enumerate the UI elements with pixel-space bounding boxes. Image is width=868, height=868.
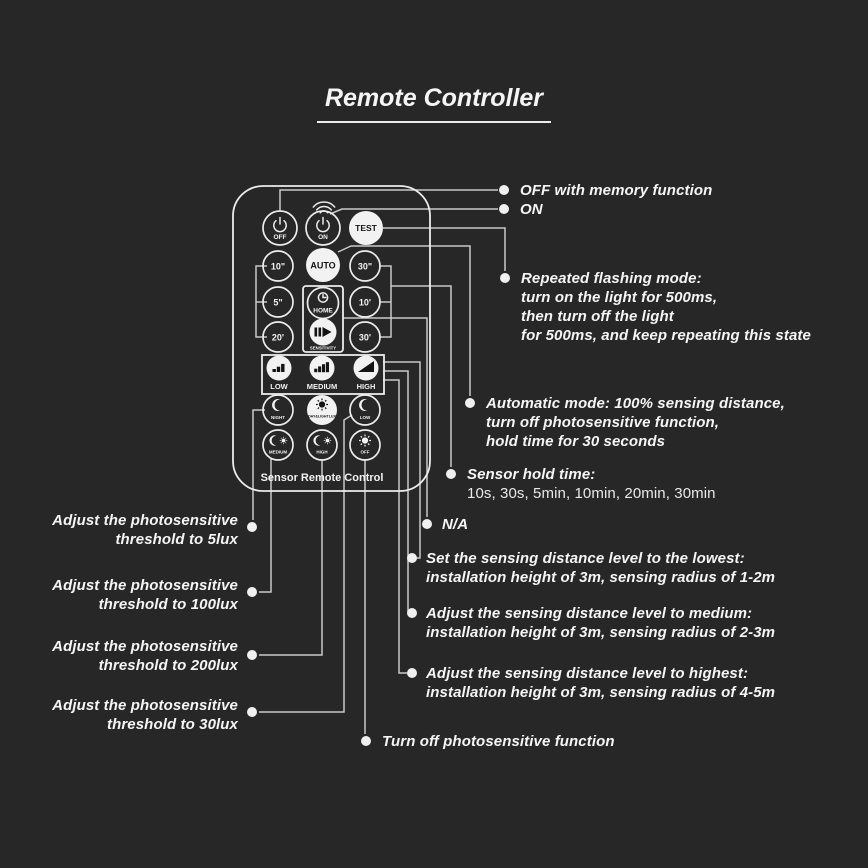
lux-low-label: LOW: [359, 415, 371, 420]
auto-button-label: AUTO: [310, 260, 336, 271]
timer-20min-label: 20': [271, 332, 285, 343]
timer-10min-label: 10': [358, 297, 372, 308]
timer-30s-label: 30": [357, 261, 373, 272]
timer-10s-label: 10": [270, 261, 286, 272]
bullet: [247, 650, 257, 660]
line-night-5lux: [253, 410, 265, 520]
line-high-200lux: [259, 459, 322, 655]
sensitivity-button-label: SENSITIVITY: [309, 345, 337, 351]
sun-icon: [359, 435, 371, 447]
timer-30min-button: [350, 322, 380, 352]
lux-daylight-button: [307, 395, 337, 425]
annotation-flashing-mode: Repeated flashing mode: turn on the light for 500ms, then turn off the light for 500ms, and keep repeating this state: [521, 270, 811, 344]
line-dist-low: [383, 362, 420, 558]
annotation-on: ON: [520, 201, 543, 218]
distance-low-button: [267, 356, 292, 392]
bullet: [247, 522, 257, 532]
timer-10min-button: [350, 287, 380, 317]
bullet: [422, 519, 432, 529]
timer-5s-label: 5": [273, 297, 283, 308]
lux-medium-label: MEDIUM: [268, 449, 288, 455]
sun-icon: [280, 437, 287, 444]
timer-30min-label: 30': [358, 332, 372, 343]
lux-off-label: OFF: [360, 449, 370, 455]
page-title: Remote Controller: [0, 84, 868, 123]
line-dist-medium: [383, 371, 408, 613]
distance-high-label: HIGH: [356, 382, 376, 391]
annotation-hold-time: Sensor hold time: 10s, 30s, 5min, 10min, 20min, 30min: [467, 466, 716, 502]
distance-medium-button: [307, 356, 337, 392]
on-button: [306, 202, 340, 245]
power-icon: [317, 218, 329, 232]
power-icon: [274, 218, 286, 232]
line-timer-bracket-left: [256, 266, 267, 337]
annotation-distance-medium: Adjust the sensing distance level to medium: installation height of 3m, sensing radius of 2-3m: [426, 605, 776, 641]
lux-night-button: [263, 395, 293, 425]
bullet: [500, 273, 510, 283]
clock-hands-icon: [323, 295, 326, 298]
bullet: [247, 587, 257, 597]
lux-low-button: [350, 395, 380, 425]
moon-icon: [313, 435, 320, 445]
lux-night-label: NIGHT: [271, 415, 285, 420]
bullet: [407, 608, 417, 618]
home-button: [308, 288, 339, 319]
line-test: [383, 228, 505, 271]
bullet: [407, 553, 417, 563]
test-button-label: TEST: [355, 223, 377, 233]
off-button: [263, 211, 297, 245]
moon-icon: [359, 399, 367, 411]
annotation-threshold-100lux: Adjust the photosensitive threshold to 100lux: [52, 577, 238, 613]
annotation-off-memory: OFF with memory function: [520, 182, 713, 199]
lux-off-button: [350, 430, 380, 460]
remote-device: [233, 186, 430, 491]
off-button-label: OFF: [273, 234, 287, 241]
line-off: [280, 190, 498, 211]
line-on: [330, 209, 498, 214]
bullet: [499, 204, 509, 214]
hold-time-options: 10s, 30s, 5min, 10min, 20min, 30min: [467, 485, 716, 502]
annotation-automatic-mode: Automatic mode: 100% sensing distance, turn off photosensitive function, hold time for 30 seconds: [486, 395, 785, 450]
annotation-distance-lowest: Set the sensing distance level to the lowest: installation height of 3m, sensing radius of 1-2m: [426, 550, 776, 586]
lux-daylight-label: DAY&LIGHTLUX: [308, 414, 336, 419]
line-hold-time: [391, 286, 451, 467]
distance-medium-label: MEDIUM: [306, 382, 338, 391]
annotation-na: N/A: [442, 516, 469, 533]
lux-medium-button: [263, 430, 293, 460]
annotation-threshold-30lux: Adjust the photosensitive threshold to 30lux: [52, 697, 238, 733]
home-button-label: HOME: [313, 307, 333, 315]
distance-low-label: LOW: [270, 382, 288, 391]
annotation-threshold-200lux: Adjust the photosensitive threshold to 200lux: [52, 638, 238, 674]
on-button-label: ON: [318, 234, 328, 241]
lux-high-label: HIGH: [316, 449, 328, 455]
timer-20min-button: [263, 322, 293, 352]
bullet: [446, 469, 456, 479]
bullet: [407, 668, 417, 678]
distance-high-button: [354, 356, 379, 392]
moon-icon: [269, 435, 276, 445]
annotation-distance-highest: Adjust the sensing distance level to highest: installation height of 3m, sensing radius of 4-5m: [426, 665, 776, 701]
timer-5s-button: [263, 287, 293, 317]
moon-icon: [272, 399, 280, 411]
remote-bottom-label: Sensor Remote Control: [260, 472, 384, 484]
bullet: [361, 736, 371, 746]
timer-30s-button: [350, 251, 380, 281]
sun-icon: [324, 437, 331, 444]
annotation-threshold-5lux: Adjust the photosensitive threshold to 5lux: [52, 512, 238, 548]
bullet: [499, 185, 509, 195]
annotation-photosensitive-off: Turn off photosensitive function: [382, 733, 615, 750]
auto-button: [306, 248, 340, 282]
sensitivity-button: [310, 319, 337, 351]
line-dist-high: [383, 380, 407, 673]
bullet: [465, 398, 475, 408]
timer-10s-button: [263, 251, 293, 281]
bullet: [247, 707, 257, 717]
test-button: [349, 211, 383, 245]
sun-icon: [316, 399, 328, 411]
lux-high-button: [307, 430, 337, 460]
